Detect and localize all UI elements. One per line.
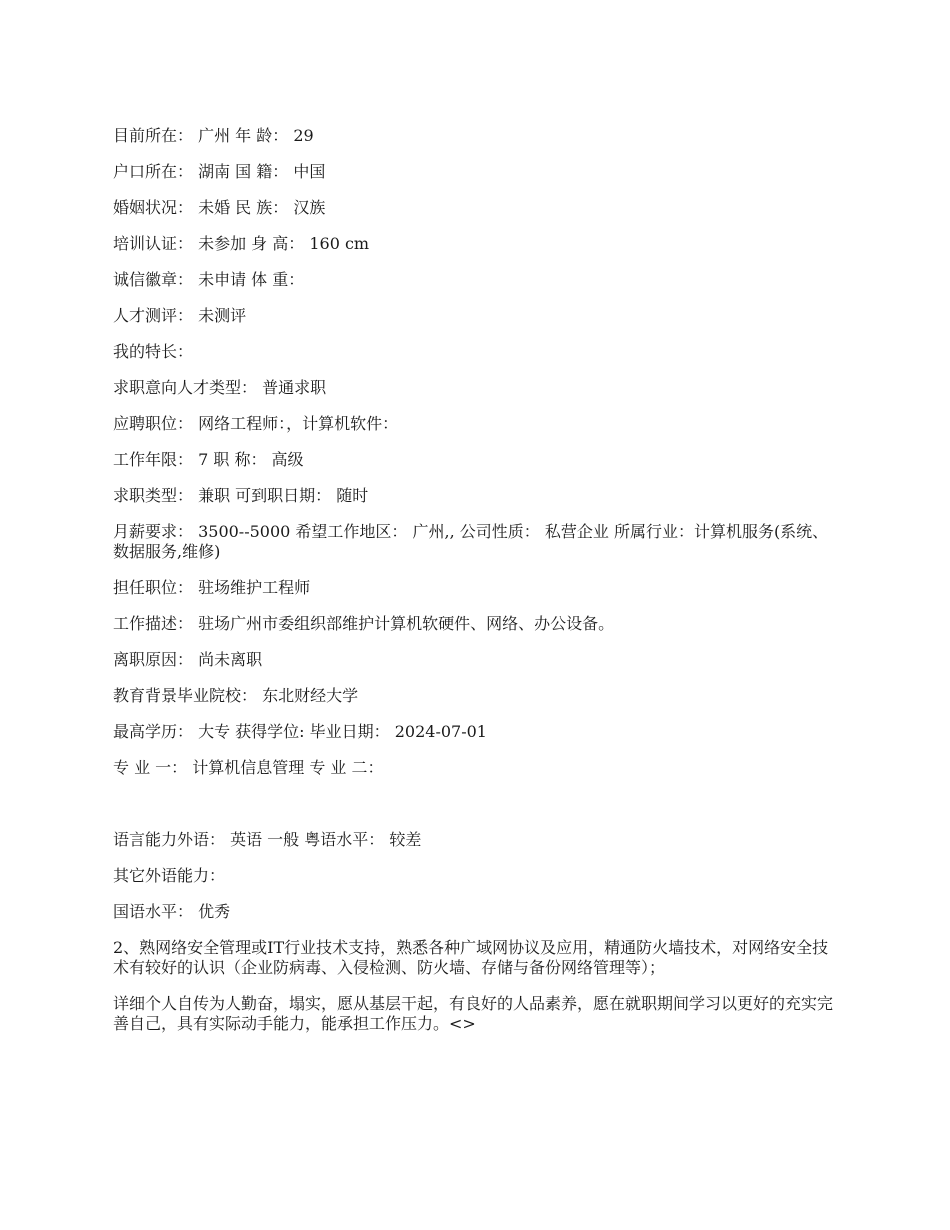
field-school: 教育背景毕业院校： 东北财经大学 [113, 686, 359, 705]
field-position-held: 担任职位： 驻场维护工程师 [113, 578, 311, 597]
field-marital-status: 婚姻状况： 未婚 民 族： 汉族 [113, 198, 326, 217]
field-current-location: 目前所在： 广州 年 龄： 29 [113, 126, 314, 145]
field-job-type: 求职类型： 兼职 可到职日期： 随时 [113, 486, 369, 505]
field-integrity-badge: 诚信徽章： 未申请 体 重： [113, 270, 305, 289]
field-hukou: 户口所在： 湖南 国 籍： 中国 [113, 162, 326, 181]
field-applied-position: 应聘职位： 网络工程师：，计算机软件： [113, 414, 399, 433]
field-major: 专 业 一： 计算机信息管理 专 业 二： [113, 758, 384, 777]
paragraph-skills: 2、熟网络安全管理或IT行业技术支持，熟悉各种广域网协议及应用，精通防火墙技术，对网络安全技术有较好的认识（企业防病毒、入侵检测、防火墙、存储与备份网络管理等）； [113, 938, 829, 977]
spacer [113, 794, 843, 830]
field-talent-assessment: 人才测评： 未测评 [113, 306, 247, 325]
paragraph-autobiography: 详细个人自传为人勤奋，塌实，愿从基层干起，有良好的人品素养，愿在就职期间学习以更好的充实完善自己，具有实际动手能力，能承担工作压力。<> [113, 994, 834, 1033]
field-training-cert: 培训认证： 未参加 身 高： 160 cm [113, 234, 370, 253]
field-talent-type: 求职意向人才类型： 普通求职 [113, 378, 327, 397]
field-foreign-language: 语言能力外语： 英语 一般 粤语水平： 较差 [113, 830, 422, 849]
field-work-years: 工作年限： 7 职 称： 高级 [113, 450, 304, 469]
field-education: 最高学历： 大专 获得学位: 毕业日期： 2024-07-01 [113, 722, 487, 741]
field-specialties: 我的特长： [113, 342, 194, 361]
field-mandarin: 国语水平： 优秀 [113, 902, 231, 921]
resume-document [113, 126, 843, 1050]
field-job-description: 工作描述： 驻场广州市委组织部维护计算机软硬件、网络、办公设备。 [113, 614, 615, 633]
field-leaving-reason: 离职原因： 尚未离职 [113, 650, 263, 669]
field-other-language: 其它外语能力： [113, 866, 226, 885]
field-salary: 月薪要求： 3500--5000 希望工作地区： 广州,, 公司性质： 私营企业 所属行业：计算机服务(系统、数据服务,维修) [113, 522, 829, 561]
